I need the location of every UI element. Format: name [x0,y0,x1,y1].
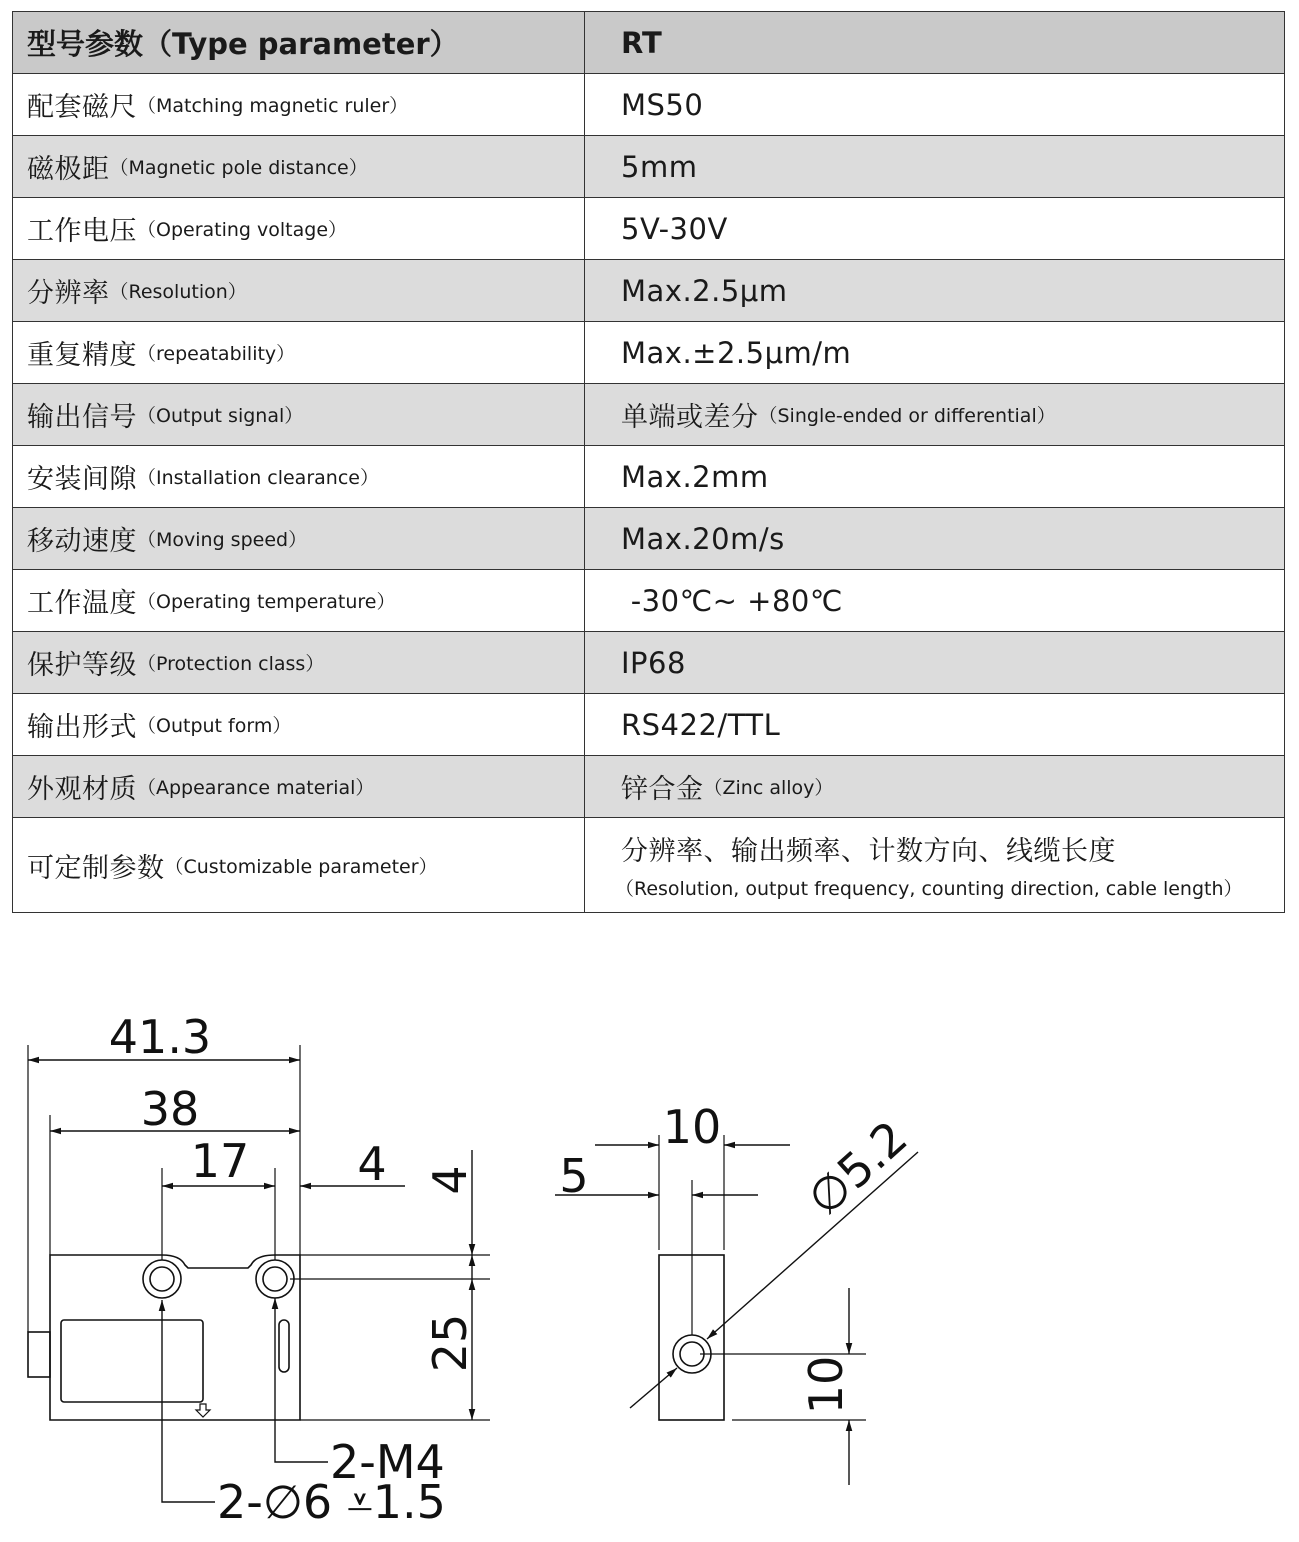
param-name-en: （Output form） [137,715,292,737]
table-row [13,384,1284,446]
param-name-en: （Appearance material） [137,777,375,799]
param-name: 磁极距 [27,154,110,185]
param-value: MS50 [621,87,704,122]
param-value: -30℃~ +80℃ [621,583,843,618]
param-value: 5V-30V [621,211,728,246]
param-value: IP68 [621,645,686,680]
table-row [13,74,1284,136]
param-name-en: （repeatability） [137,343,296,365]
param-value-en: （Zinc alloy） [703,777,834,799]
param-name: 移动速度 [27,526,137,557]
param-value: Max.2mm [621,459,769,494]
mounting-hole-right [256,1260,294,1298]
param-name: 保护等级 [27,650,137,681]
param-name-en: （Operating temperature） [137,591,396,613]
dimension-drawing [0,960,1299,1542]
front-view [28,1045,490,1502]
param-value: 分辨率、输出频率、计数方向、线缆长度 [621,836,1116,867]
dim-hole-spacing: 17 [190,1134,250,1188]
mounting-hole-left [143,1260,181,1298]
param-name: 工作电压 [27,216,137,247]
param-name: 输出信号 [27,402,137,433]
table-row [13,756,1284,818]
table-row [13,694,1284,756]
dim-side-width: 10 [662,1100,722,1154]
param-name-en: （Magnetic pole distance） [109,157,368,179]
param-value: 单端或差分 [621,402,759,433]
table-row [13,508,1284,570]
param-name-en: （Customizable parameter） [164,855,438,878]
hole-callout: 2-∅6 ⩡1.5 [217,1475,446,1529]
param-value-en: （Single-ended or differential） [758,405,1056,427]
dim-top-offset: 4 [423,1165,477,1195]
table-header [13,12,1284,74]
param-name-en: （Protection class） [137,653,325,675]
param-name-en: （Operating voltage） [137,219,348,241]
dim-hole-diameter: ∅5.2 [797,1110,918,1227]
header-model: RT [621,25,662,60]
param-name: 输出形式 [27,712,137,743]
table-row [13,198,1284,260]
table-row [13,818,1284,913]
dim-body-width: 38 [140,1082,200,1136]
param-name-en: （Resolution） [109,281,247,303]
param-name-en: （Moving speed） [137,529,308,551]
table-row [13,632,1284,694]
thread-callout: 2-M4 [330,1435,445,1489]
spec-table [12,11,1285,913]
table-row [13,570,1284,632]
param-name-en: （Output signal） [137,405,304,427]
param-value: Max.±2.5μm/m [621,335,852,370]
param-value: RS422/TTL [621,707,781,742]
param-name-en: （Matching magnetic ruler） [137,95,409,117]
param-name: 安装间隙 [27,464,137,495]
param-name: 可定制参数 [27,852,165,884]
param-name: 分辨率 [27,278,110,309]
dim-height: 25 [423,1313,477,1373]
param-name: 工作温度 [27,588,137,619]
table-row [13,322,1284,384]
table-row [13,136,1284,198]
dim-overall-width: 41.3 [108,1010,212,1064]
param-value: 5mm [621,149,698,184]
table-row [13,260,1284,322]
param-name: 外观材质 [27,774,137,805]
param-name: 重复精度 [27,340,137,371]
header-label: 型号参数（Type parameter） [13,12,585,73]
dim-side-offset: 5 [559,1149,589,1203]
param-value-en: （Resolution, output frequency, counting direction, cable length） [615,878,1243,900]
param-value: 锌合金 [621,774,704,805]
param-value: Max.2.5μm [621,273,788,308]
param-name-en: （Installation clearance） [137,467,379,489]
dim-edge-offset: 4 [357,1137,387,1191]
table-row [13,446,1284,508]
param-value: Max.20m/s [621,521,785,556]
param-name: 配套磁尺 [27,92,137,123]
dim-hole-height: 10 [799,1355,853,1415]
